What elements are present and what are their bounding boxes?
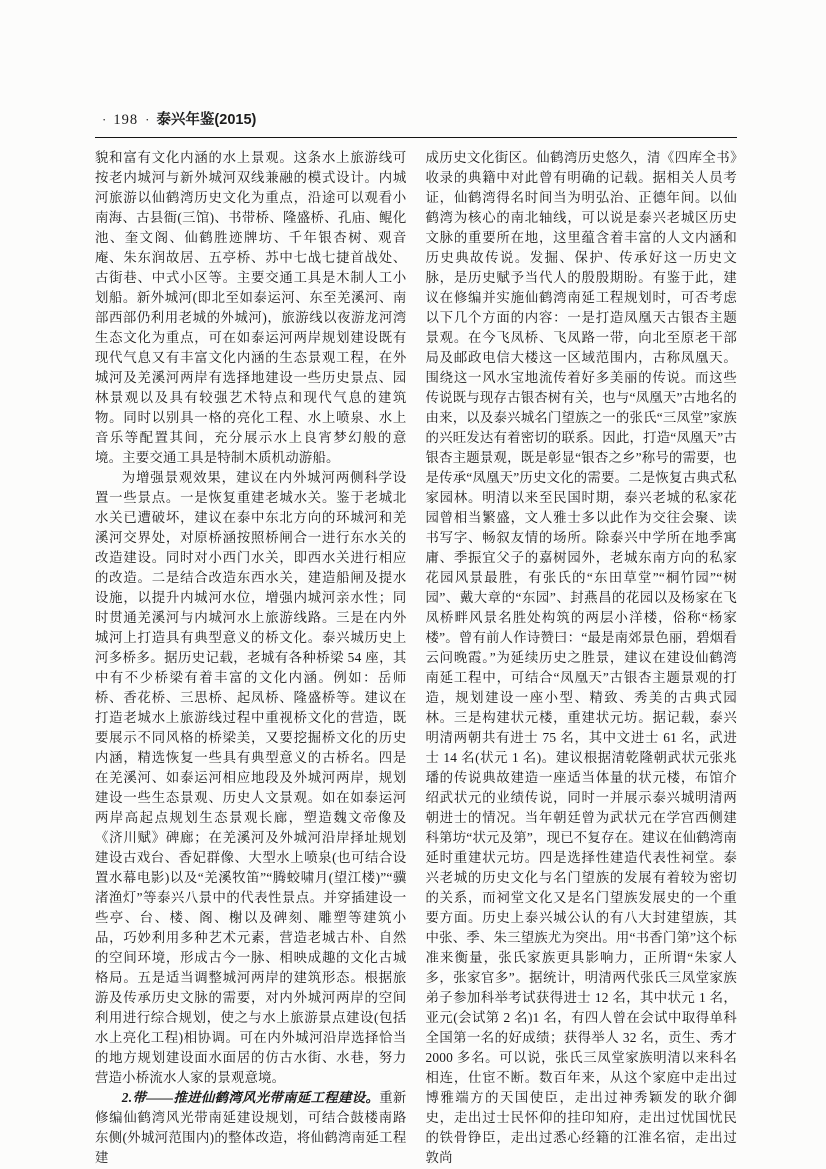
publication-title: 泰兴年鉴(2015) [156, 112, 257, 128]
paragraph-belt [95, 1088, 407, 1168]
header-dot-mid: · [145, 112, 150, 127]
text-column-left [95, 148, 407, 1168]
text-column-right [426, 148, 738, 1168]
paragraph-belt-body: 重新修编仙鹤湾风光带南延建设规划，可结合鼓楼南路东侧(外城河范围内)的整体改造，将仙鹤湾南延工程建 [95, 1090, 407, 1165]
page-number: 198 [113, 112, 139, 128]
paragraph-belt-heading: 2.带——推进仙鹤湾风光带南延工程建设。 [121, 1090, 380, 1105]
page-header [95, 110, 737, 130]
header-dot-left: · [102, 112, 107, 127]
header-rule [95, 137, 737, 138]
paragraph-landscape-points: 为增强景观效果，建议在内外城河两侧科学设置一些景点。一是恢复重建老城水关。鉴于老城北水关已遭破坏，建议在泰中东北方向的环城河和羌溪河交界处，对原桥涵按照桥闸合一进行东水关的改造建设。同时对小西门水关，即西水关进行相应的改造。二是结合改造东西水关，建造船闸及提水设施，以提升内城河水位，增强内城河亲水性；同时贯通羌溪河与内城河水上旅游线路。三是在内外城河上打造具有典型意义的桥文化。泰兴城历史上河多桥多。据历史记载，老城有各种桥梁 54 座，其中有不少桥梁有着丰富的文化内涵。例如：岳师桥、香花桥、三思桥、起凤桥、隆盛桥等。建议在打造老城水上旅游线过程中重视桥文化的营造，既要展示不同风格的桥梁美，又要挖掘桥文化的历史内涵，精选恢复一些具有典型意义的古桥名。四是在羌溪河、如泰运河相应地段及外城河两岸，规划建设一些生态景观、历史人文景观。如在如泰运河两岸高起点规划生态景观长廊，塑造魏文帝像及《济川赋》碑廊；在羌溪河及外城河沿岸择址规划建设古戏台、香妃群像、大型水上喷泉(也可结合设置水幕电影)以及“羌溪牧笛”“腾蛟啸月(望江楼)”“骥渚渔灯”等泰兴八景中的代表性景点。并穿插建设一些亭、台、楼、阁、榭以及碑刻、雕塑等建筑小品，巧妙利用多种艺术元素，营造老城古朴、自然的空间环境，形成古今一脉、相映成趣的文化古城格局。五是适当调整城河两岸的建筑形态。根据旅游及传承历史文脉的需要，对内外城河两岸的空间利用进行综合规划，使之与水上旅游景点建设(包括水上亮化工程)相协调。可在内外城河沿岸选择恰当的地方规划建设面水面居的仿古水街、水巷，努力营造小桥流水人家的景观意境。 [95, 470, 407, 1085]
paragraph-continuation: 貌和富有文化内涵的水上景观。这条水上旅游线可按老内城河与新外城河双线兼融的模式设计。内城河旅游以仙鹤湾历史文化为重点，沿途可以观看小南海、古县衙(三馆)、书带桥、隆盛桥、孔庙、鲲化池、奎文阁、仙鹤胜迹牌坊、千年银杏树、观音庵、朱东润故居、五亭桥、苏中七战七捷首战处、古街巷、中式小区等。主要交通工具是木制人工小划船。新外城河(即北至如泰运河、东至羌溪河、南部西部仍利用老城的外城河)，旅游线以夜游龙河湾生态文化为重点，可在如泰运河两岸规划建设既有现代气息又有丰富文化内涵的生态景观工程，在外城河及羌溪河两岸有选择地建设一些历史景点、园林景观以及具有较强艺术特点和现代气息的建筑物。同时以别具一格的亮化工程、水上喷泉、水上音乐等配置其间，充分展示水上良宵梦幻般的意境。主要交通工具是特制木质机动游船。 [95, 150, 407, 465]
text-columns [95, 148, 737, 1168]
paragraph-xianhewan: 成历史文化街区。仙鹤湾历史悠久，清《四库全书》收录的典籍中对此曾有明确的记载。据相关人员考证，仙鹤湾得名时间当为明弘治、正德年间。以仙鹤湾为核心的南北轴线，可以说是泰兴老城区历史文脉的重要所在地，这里蕴含着丰富的人文内涵和历史典故传说。发掘、保护、传承好这一历史文脉，是历史赋予当代人的殷殷期盼。有鉴于此，建议在修编并实施仙鹤湾南延工程规划时，可否考虑以下几个方面的内容：一是打造凤凰天古银杏主题景观。在今飞凤桥、飞凤路一带，向北至原老干部局及邮政电信大楼这一区域范围内，古称凤凰天。围绕这一风水宝地流传着好多美丽的传说。而这些传说既与现存古银杏树有关，也与“凤凰天”古地名的由来，以及泰兴城名门望族之一的张氏“三凤堂”家族的兴旺发达有着密切的联系。因此，打造“凤凰天”古银杏主题景观，既是彰显“银杏之乡”称号的需要，也是传承“凤凰天”历史文化的需要。二是恢复古典式私家园林。明清以来至民国时期，泰兴老城的私家花园曾相当繁盛，文人雅士多以此作为交往会聚、读书写字、畅叙友情的场所。除泰兴中学所在地季寓庸、季振宜父子的嘉树园外，老城东南方向的私家花园风景最胜，有张氏的“东田草堂”“桐竹园”“树园”、戴大章的“东园”、封燕昌的花园以及杨家在飞凤桥畔风景名胜处构筑的两层小洋楼，俗称“杨家楼”。曾有前人作诗赞曰：“最是南郊景色丽，碧烟看云问晚霞。”为延续历史之胜景，建议在建设仙鹤湾南延工程中，可结合“凤凰天”古银杏主题景观的打造，规划建设一座小型、精致、秀美的古典式园林。三是构建状元楼，重建状元坊。据记载，泰兴明清两朝共有进士 75 名，其中文进士 61 名，武进士 14 名(状元 1 名)。建议根据清乾隆朝武状元张兆璠的传说典故建造一座适当体量的状元楼，布馆介绍武状元的业绩传说，同时一并展示泰兴城明清两朝进士的情况。当年朝廷曾为武状元在学宫西侧建科第坊“状元及第”，现已不复存在。建议在仙鹤湾南延时重建状元坊。四是选择性建造代表性祠堂。泰兴老城的历史文化与名门望族的发展有着较为密切的关系，而祠堂文化又是名门望族发展史的一个重要方面。历史上泰兴城公认的有八大封建望族，其中张、季、朱三望族尤为突出。用“书香门第”这个标准来衡量，张氏家族更具影响力，正所谓“朱家人多，张家官多”。据统计，明清两代张氏三凤堂家族弟子参加科举考试获得进士 12 名，其中状元 1 名，亚元(会试第 2 名)1 名，有四人曾在会试中取得单科全国第一名的好成绩；获得举人 32 名，贡生、秀才 2000 多名。可以说，张氏三凤堂家族明清以来科名相连，仕宦不断。数百年来，从这个家庭中走出过博雅端方的天国使臣，走出过神秀颖发的耿介御史，走出过士民怀仰的挂印知府，走出过忧国忧民的铁骨铮臣，走出过悉心经籍的江淮名宿，走出过敦尚 [425, 150, 737, 1165]
